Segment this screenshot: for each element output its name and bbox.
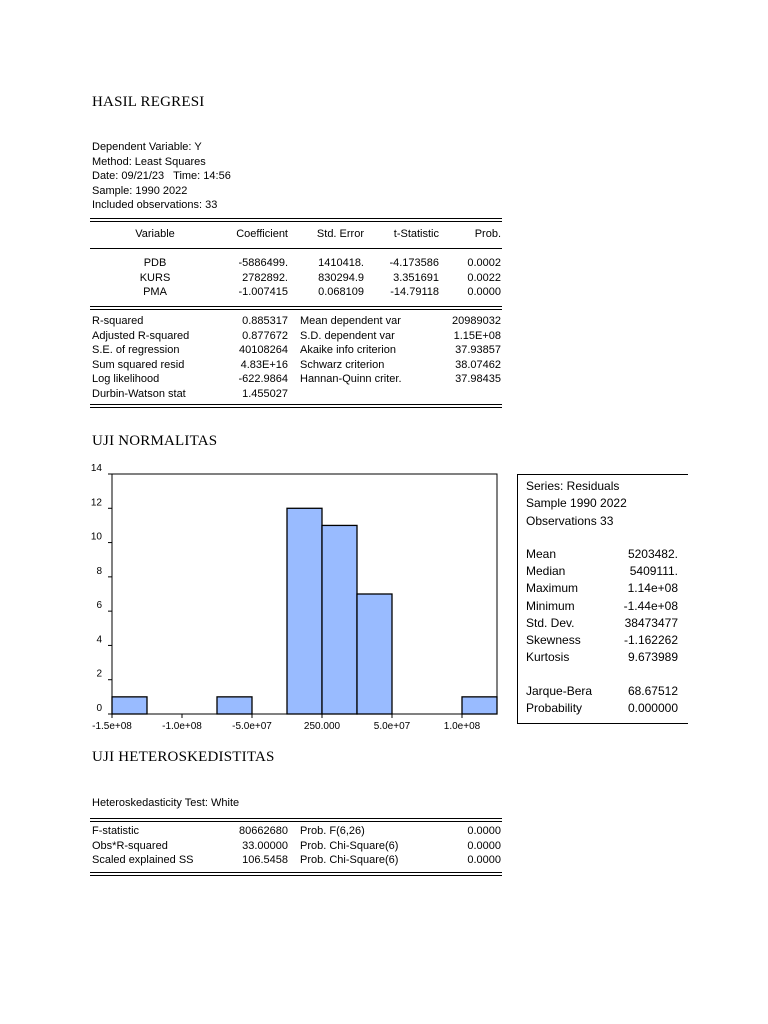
stats-series: Series: Residuals [526,479,620,493]
row-std-error: 830294.9 [318,271,364,284]
summary-row [0,388,768,403]
row-prob: 0.0000 [467,286,501,299]
summary-row [0,359,768,374]
stat-row-label: Mean [526,547,557,561]
row-std-error: 0.068109 [318,286,364,299]
summary-row-value-2: 37.93857 [455,344,501,357]
stat-row-label: Maximum [526,581,579,596]
histogram-bar [112,697,147,714]
coef-bottom-rule [90,306,502,307]
row-t-statistic: -14.79118 [390,286,439,299]
hetero-row-label-2: Prob. Chi-Square(6) [300,854,399,867]
summary-row [0,344,768,359]
jb-row-value: 0.000000 [627,701,678,716]
table-row [0,286,768,301]
hetero-row-label-2: Prob. F(6,26) [300,825,365,837]
summary-row-label-2: Schwarz criterion [300,358,385,371]
hetero-heading: UJI HETEROSKEDISTITAS [92,749,275,765]
histogram-bar [322,525,357,714]
summary-row-label: Durbin-Watson stat [92,388,186,400]
x-tick-label: -1.5e+08 [92,721,132,732]
row-coefficient: 2782892. [242,271,288,284]
y-tick-label: 14 [90,463,102,474]
x-tick-label: -1.0e+08 [162,721,202,732]
summary-row-value: -622.9864 [238,373,288,386]
summary-row-value-2: 37.98435 [455,373,501,386]
row-variable: KURS [139,271,171,284]
row-coefficient: -5886499. [238,257,288,269]
regression-info [92,140,231,213]
summary-row-label: Adjusted R-squared [92,329,190,342]
row-prob: 0.0022 [467,271,501,284]
hetero-row-label: Scaled explained SS [92,854,194,867]
stat-row-label: Skewness [526,633,581,647]
summary-row-label: R-squared [92,315,144,327]
hetero-row-value-2: 0.0000 [467,854,501,867]
stat-row-label: Median [526,564,566,579]
col-std-error: Std. Error [316,228,364,240]
stat-row-value: 9.673989 [627,650,678,665]
normality-heading: UJI NORMALITAS [92,433,218,449]
summary-bottom-rule [90,404,502,405]
stat-row-value: 38473477 [624,615,678,630]
row-variable: PMA [143,286,167,299]
summary-row-label-2: Akaike info criterion [300,344,396,357]
histogram-bar [462,697,497,714]
summary-row-label: Sum squared resid [92,358,185,371]
table-row [0,257,768,272]
summary-row-value-2: 38.07462 [455,358,501,371]
stat-row-label: Kurtosis [526,650,570,665]
info-date: Date: 09/21/23 Time: 14:56 [92,170,231,183]
histogram-bar [357,594,392,714]
summary-row-value-2: 1.15E+08 [453,329,501,342]
summary-bottom-rule-2 [90,407,502,408]
jb-row-label: Jarque-Bera [526,684,593,698]
x-tick-label: -5.0e+07 [232,721,272,732]
summary-row-label-2: Hannan-Quinn criter. [300,373,402,386]
coef-bottom-rule-2 [90,309,502,310]
col-coefficient: Coefficient [236,228,288,240]
regression-heading: HASIL REGRESI [92,94,205,110]
table-top-rule [90,218,502,219]
y-tick-label: 12 [90,497,102,509]
summary-row [0,330,768,345]
hetero-row [0,840,768,855]
stats-sample: Sample 1990 2022 [526,496,627,510]
stat-row-label: Minimum [526,598,575,613]
stat-row-value: -1.162262 [623,633,678,647]
info-dependent-variable: Dependent Variable: Y [92,141,202,153]
summary-row-label: Log likelihood [92,373,160,386]
stats-observations: Observations 33 [526,514,614,528]
info-observations: Included observations: 33 [92,199,218,212]
residual-stats-box [517,474,688,724]
summary-row-label: S.E. of regression [92,344,180,357]
summary-row-value: 4.83E+16 [240,358,288,371]
table-row [0,272,768,287]
y-tick-label: 6 [96,600,102,612]
hetero-row-value-2: 0.0000 [467,839,501,852]
y-tick-label: 4 [96,634,102,646]
row-variable: PDB [143,257,167,269]
summary-row-value: 0.885317 [242,315,288,327]
y-tick-label: 2 [96,668,102,680]
stat-row-value: 5409111. [629,564,678,579]
col-t-statistic: t-Statistic [393,228,439,240]
hetero-row-label: F-statistic [92,825,140,837]
col-prob: Prob. [474,228,501,240]
hetero-top-rule-2 [90,821,502,822]
hetero-row-label-2: Prob. Chi-Square(6) [300,839,399,852]
row-coefficient: -1.007415 [238,286,288,299]
stat-row-value: -1.44e+08 [623,598,678,613]
summary-row-value: 40108264 [239,344,288,357]
hetero-bottom-rule-2 [90,875,502,876]
info-sample: Sample: 1990 2022 [92,184,188,197]
row-prob: 0.0002 [467,257,501,269]
hetero-row-value: 33.00000 [242,839,288,852]
row-t-statistic: 3.351691 [393,271,439,284]
jb-row-value: 68.67512 [627,684,678,698]
hetero-row-value: 80662680 [239,825,288,837]
x-tick-label: 5.0e+07 [373,721,411,732]
summary-row-label-2: S.D. dependent var [300,329,395,342]
col-variable: Variable [135,228,175,240]
x-tick-label: 1.0e+08 [443,721,481,732]
row-t-statistic: -4.173586 [389,257,439,269]
hetero-top-rule [90,818,502,819]
histogram-bar [217,697,252,714]
stat-row-value: 5203482. [627,547,678,561]
header-rule [90,248,502,249]
hetero-row-value-2: 0.0000 [467,825,501,837]
hetero-row [0,825,768,840]
histogram-bar [287,508,322,714]
residual-histogram [80,462,510,737]
stat-row-value: 1.14e+08 [627,581,678,596]
summary-row-value: 1.455027 [242,388,288,400]
hetero-bottom-rule [90,872,502,873]
hetero-row [0,854,768,869]
y-tick-label: 0 [96,703,102,714]
hetero-row-value: 106.5458 [242,854,288,867]
summary-row-value-2: 20989032 [452,315,501,327]
summary-row [0,315,768,330]
summary-row-label-2: Mean dependent var [300,315,401,327]
hetero-test-title: Heteroskedasticity Test: White [92,797,240,809]
row-std-error: 1410418. [318,257,364,269]
stat-row-label: Std. Dev. [526,615,575,630]
hetero-row-label: Obs*R-squared [92,839,168,852]
summary-row [0,373,768,388]
table-top-rule-2 [90,221,502,222]
summary-row-value: 0.877672 [242,329,288,342]
x-tick-label: 250.000 [303,721,341,732]
y-tick-label: 8 [96,565,102,577]
y-tick-label: 10 [90,531,102,543]
coef-table-header [0,228,768,243]
jb-row-label: Probability [526,701,583,716]
info-method: Method: Least Squares [92,155,206,168]
